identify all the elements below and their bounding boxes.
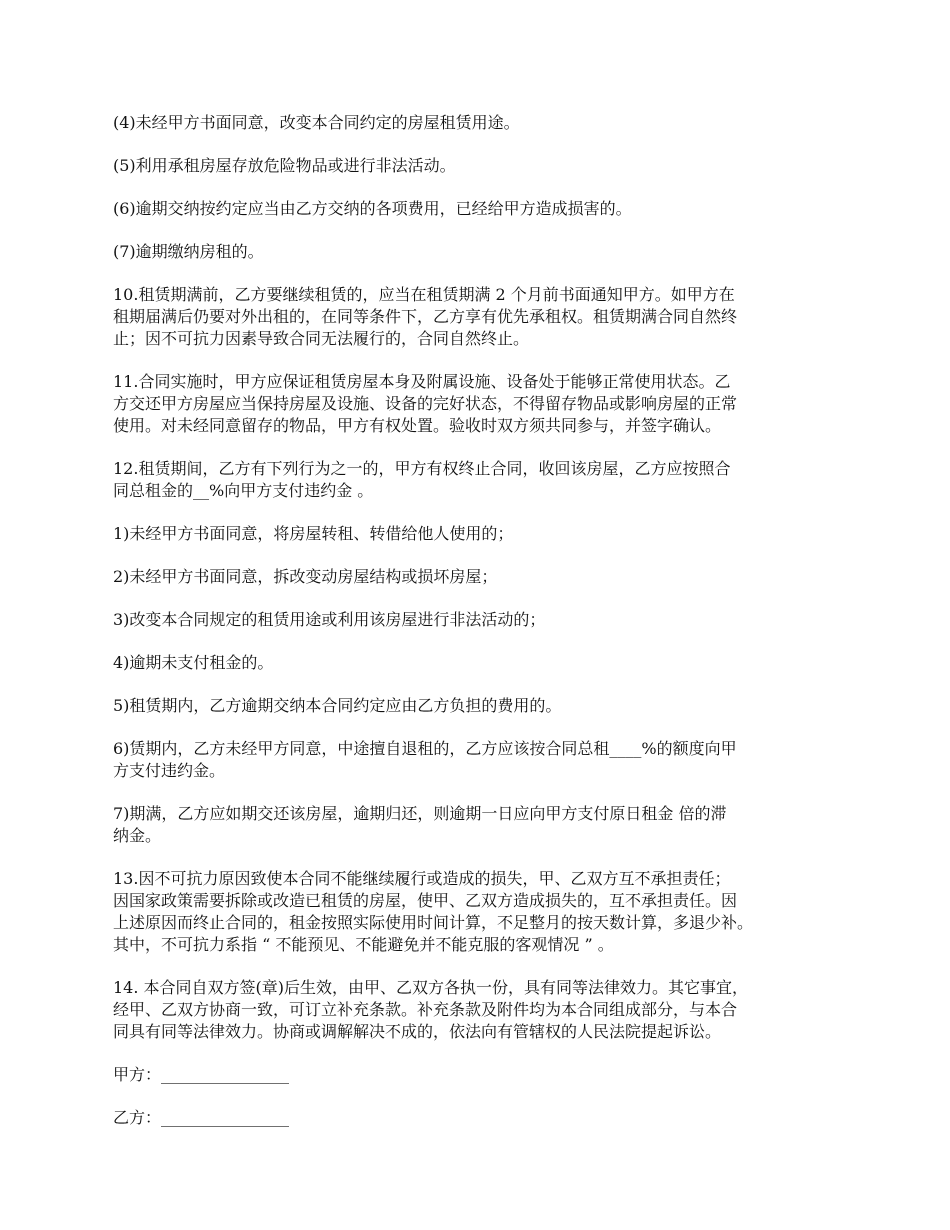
clause-5: (5)利用承租房屋存放危险物品或进行非法活动。 xyxy=(113,156,456,175)
item-7: 7)期满，乙方应如期交还该房屋，逾期归还，则逾期一日应向甲方支付原日租金 倍的滞 纳金。 xyxy=(113,804,727,845)
section-12: 12.租赁期间，乙方有下列行为之一的，甲方有权终止合同，收回该房屋，乙方应按照合 同总租金的__%向甲方支付违约金 。 xyxy=(113,459,731,500)
item-6: 6)赁期内，乙方未经甲方同意，中途擅自退租的，乙方应该按合同总租____%的额度向甲 方支付违约金。 xyxy=(113,739,737,780)
item-1: 1)未经甲方书面同意，将房屋转租、转借给他人使用的； xyxy=(113,524,514,543)
document-body xyxy=(113,112,858,1150)
section-11: 11.合同实施时，甲方应保证租赁房屋本身及附属设施、设备处于能够正常使用状态。乙 方交还甲方房屋应当保持房屋及设施、设备的完好状态，不得留存物品或影响房屋的正常 使用。对未经同意留存的物品，甲方有权处置。验收时双方须共同参与，并签字确认。 xyxy=(113,372,738,435)
item-2: 2)未经甲方书面同意，拆改变动房屋结构或损坏房屋； xyxy=(113,567,498,586)
clause-6: (6)逾期交纳按约定应当由乙方交纳的各项费用，已经给甲方造成损害的。 xyxy=(113,199,632,218)
item-3: 3)改变本合同规定的租赁用途或利用该房屋进行非法活动的； xyxy=(113,610,546,629)
clause-7: (7)逾期缴纳房租的。 xyxy=(113,242,264,261)
item-5: 5)租赁期内，乙方逾期交纳本合同约定应由乙方负担的费用的。 xyxy=(113,696,562,715)
section-14: 14. 本合同自双方签(章)后生效，由甲、乙双方各执一份，具有同等法律效力。其它事宜， 经甲、乙双方协商一致，可订立补充条款。补充条款及附件均为本合同组成部分，与本合 同具有同等法律效力。协商或调解解决不成的，依法向有管辖权的人民法院提起诉讼。 xyxy=(113,978,749,1041)
signature-party-b: 乙方：________________ xyxy=(113,1108,290,1127)
clause-4: (4)未经甲方书面同意，改变本合同约定的房屋租赁用途。 xyxy=(113,113,520,132)
section-10: 10.租赁期满前，乙方要继续租赁的，应当在租赁期满 2 个月前书面通知甲方。如甲方在 租期届满后仍要对外出租的，在同等条件下，乙方享有优先承租权。租赁期满合同自然终 止；因不可抗力因素导致合同无法履行的，合同自然终止。 xyxy=(113,285,738,348)
item-4: 4)逾期未支付租金的。 xyxy=(113,653,274,672)
section-13: 13.因不可抗力原因致使本合同不能继续履行或造成的损失，甲、乙双方互不承担责任； 因国家政策需要拆除或改造已租赁的房屋，使甲、乙双方造成损失的，互不承担责任。因 上述原因而终止合同的，租金按照实际使用时间计算，不足整月的按天数计算，多退少补。 其中，不可抗力系指 “ 不能预见、不能避免并不能克服的客观情况 ” 。 xyxy=(113,869,754,954)
signature-party-a: 甲方：________________ xyxy=(113,1065,290,1084)
